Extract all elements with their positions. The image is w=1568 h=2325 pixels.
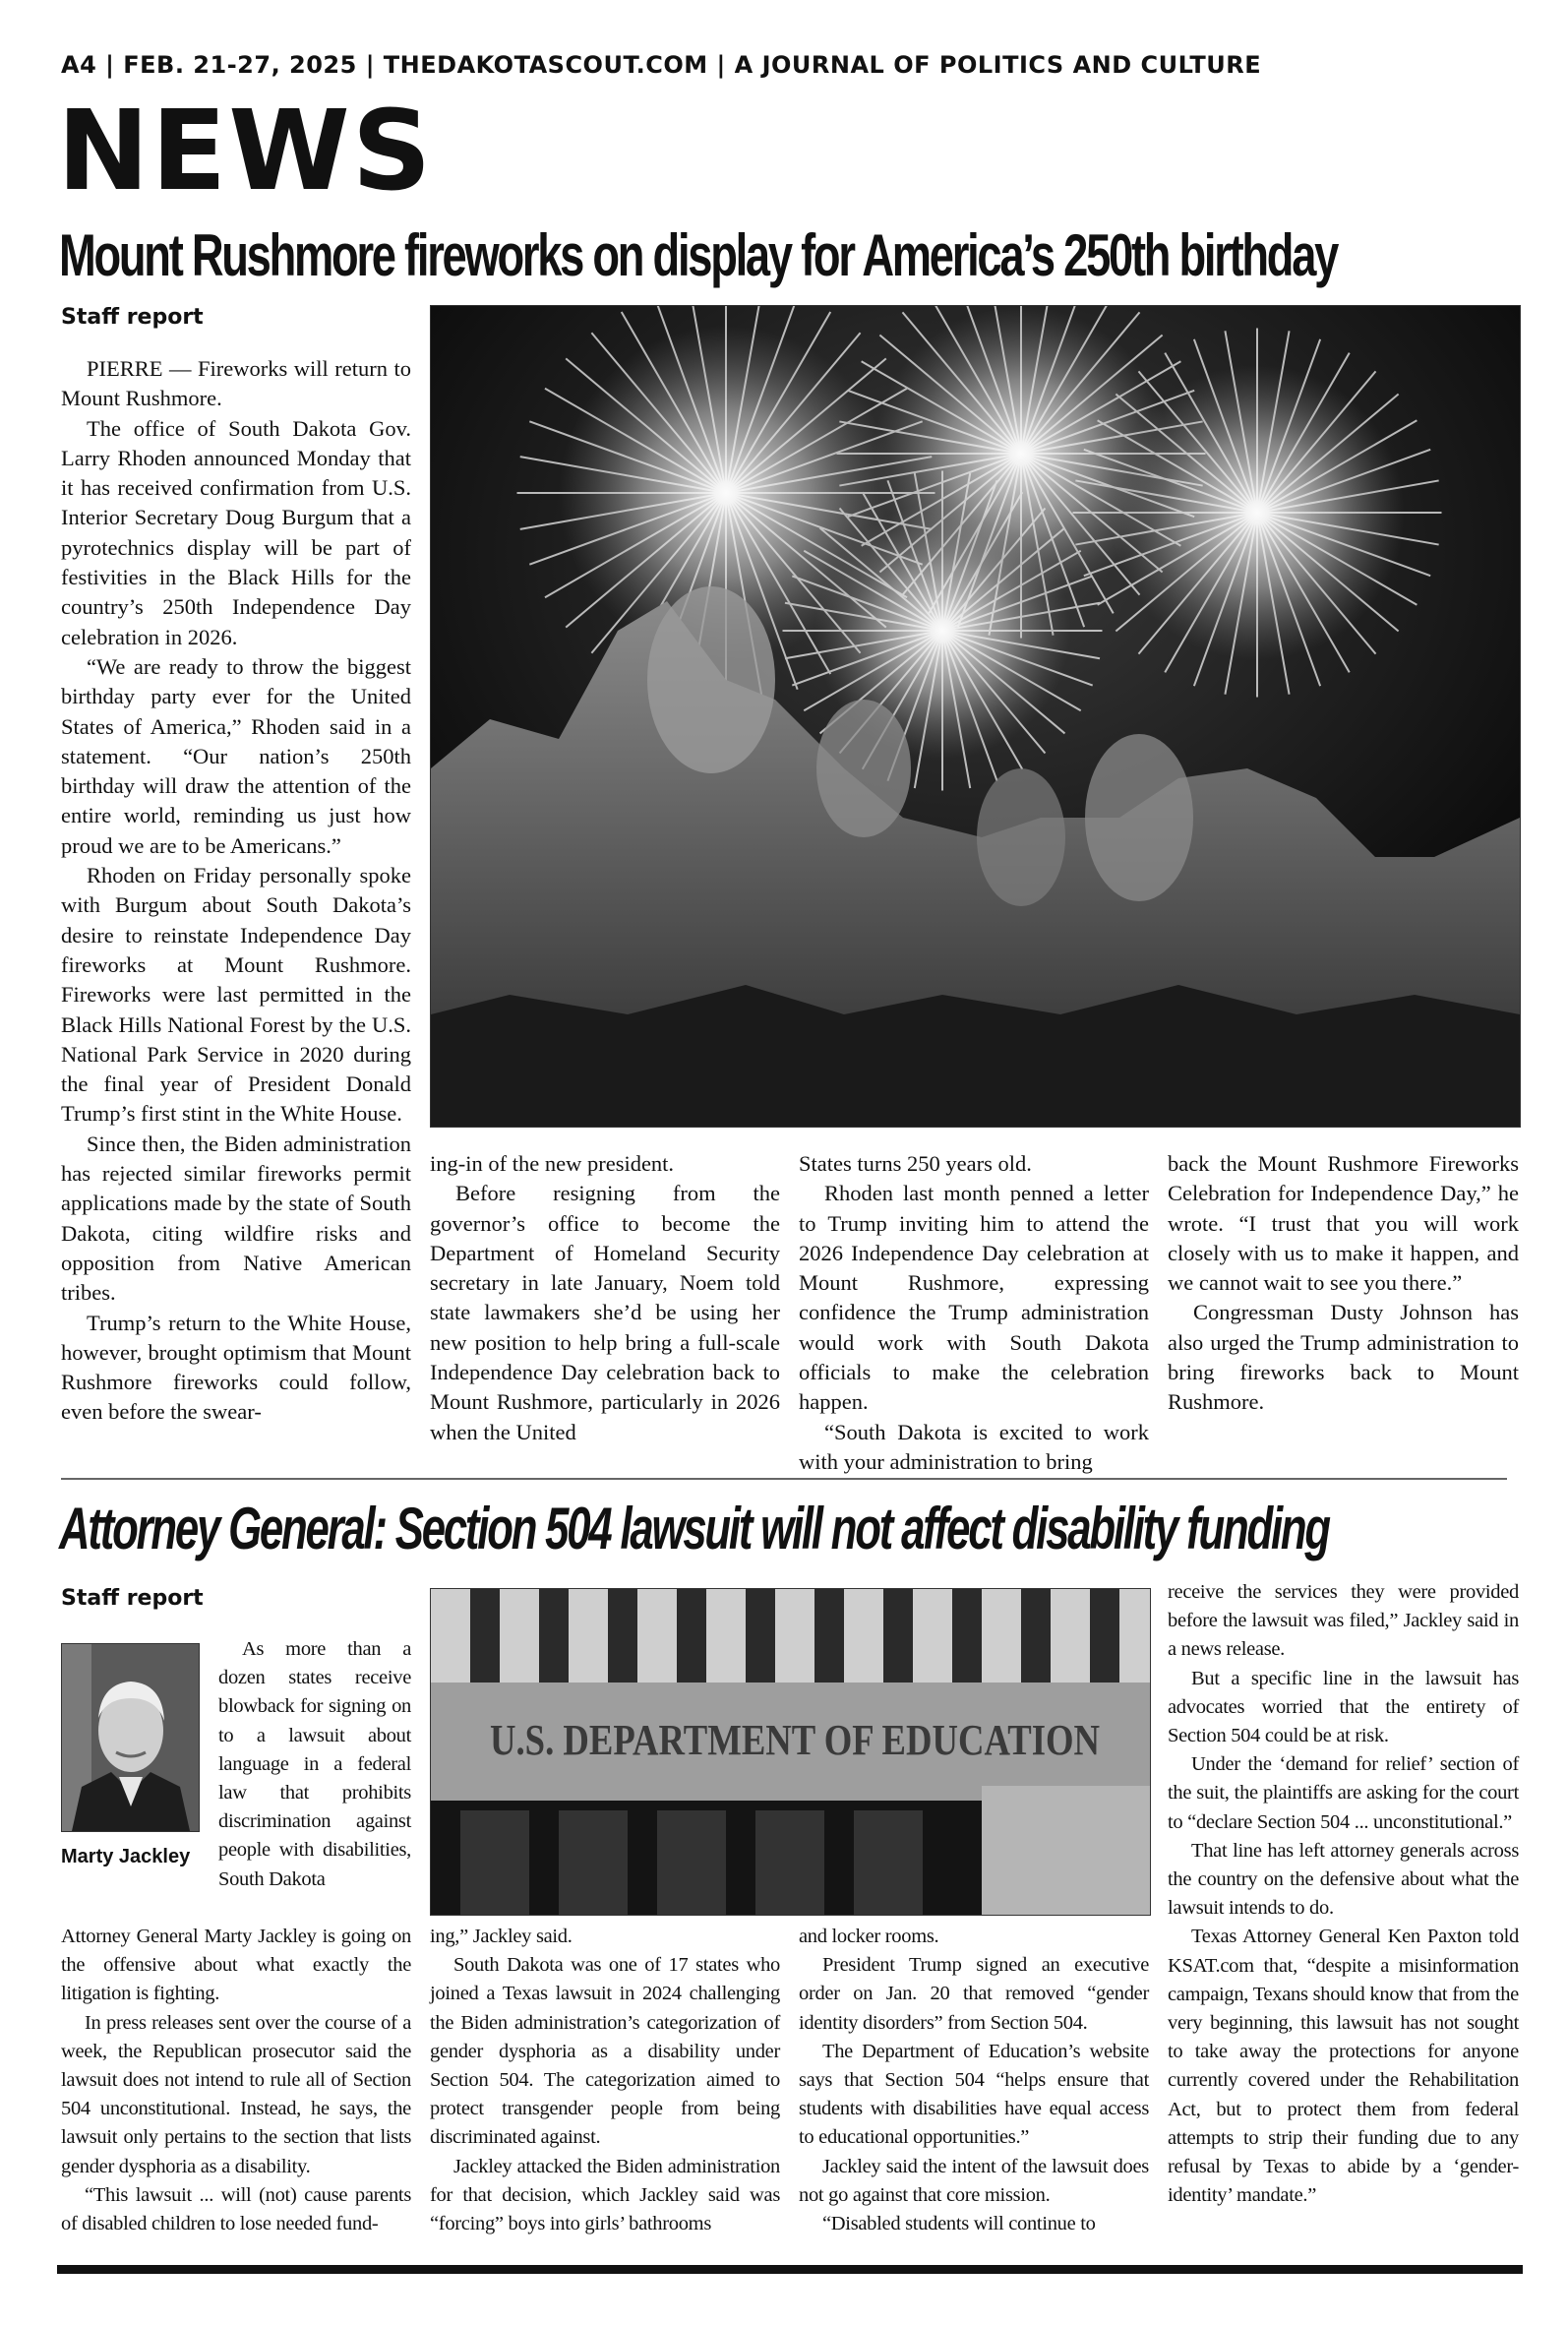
mount-rushmore-fireworks-image bbox=[431, 306, 1520, 1127]
section-label: NEWS bbox=[57, 88, 434, 215]
story2-wrap-text bbox=[218, 1635, 411, 1894]
portrait-image bbox=[62, 1644, 199, 1831]
paragraph: ing-in of the new president. bbox=[430, 1151, 675, 1176]
paragraph: receive the services they were provided before the lawsuit was filed,” Jackley said in a news release. bbox=[1168, 1581, 1519, 1661]
paragraph: The Department of Education’s website says that Section 504 “helps ensure that students with disabilities have equal access to educational opportunities.” bbox=[799, 2040, 1149, 2149]
story2-column-3 bbox=[799, 1923, 1149, 2238]
paragraph: Texas Attorney General Ken Paxton told KSAT.com that, “despite a misinformation campaign, Texans should know that from the very beginning, this lawsuit has not sought to take away the protections for anyone currently covered under the Rehabilitation Act, but to protect them from federal attempts to strip their funding due to any refusal by Texas to abide by a ‘gender-identity’ mandate.” bbox=[1168, 1926, 1519, 2207]
paragraph: and locker rooms. bbox=[799, 1926, 939, 1947]
paragraph: The office of South Dakota Gov. Larry Rhoden announced Monday that it has received confirmation from U.S. Interior Secretary Doug Burgum that a pyrotechnics display will be part of festivities in the Black Hills for the country’s 250th Independence Day celebration in 2026. bbox=[61, 415, 411, 649]
page-folio: A4 | FEB. 21-27, 2025 | THEDAKOTASCOUT.COM | A JOURNAL OF POLITICS AND CULTURE bbox=[61, 51, 1262, 79]
paragraph: Since then, the Biden administration has rejected similar fireworks permit applications made by the state of South Dakota, citing wildfire risks and opposition from Native American tribes. bbox=[61, 1131, 411, 1306]
department-of-education-image bbox=[431, 1589, 1150, 1915]
paragraph: Trump’s return to the White House, however, brought optimism that Mount Rushmore fireworks could follow, even before the swear- bbox=[61, 1310, 411, 1425]
fireworks-photo bbox=[430, 305, 1521, 1128]
story1-column-2 bbox=[430, 1149, 780, 1447]
paragraph: “We are ready to throw the biggest birthday party ever for the United States of America,” Rhoden said in a statement. “Our nation’s 250th birthday will draw the attention of the entire world, reminding us just how proud we are to be Americans.” bbox=[61, 653, 411, 858]
paragraph: Rhoden on Friday personally spoke with Burgum about South Dakota’s desire to reinstate Independence Day fireworks at Mount Rushmore. Fireworks were last permitted in the Black Hills National Forest by the U.S. National Park Service in 2020 during the final year of President Donald Trump’s first stint in the White House. bbox=[61, 863, 411, 1127]
mugshot-caption: Marty Jackley bbox=[61, 1846, 191, 1867]
paragraph: back the Mount Rushmore Fireworks Celebration for Independence Day,” he wrote. “I trust that you will work closely with us to make it happen, and we cannot wait to see you there.” bbox=[1168, 1151, 1519, 1296]
paragraph: “This lawsuit ... will (not) cause parents of disabled children to lose needed fund- bbox=[61, 2183, 411, 2235]
paragraph: Attorney General Marty Jackley is going on the offensive about what exactly the litigation is fighting. bbox=[61, 1926, 411, 2005]
education-building-photo bbox=[430, 1588, 1151, 1916]
paragraph: “South Dakota is excited to work with your administration to bring bbox=[799, 1419, 1149, 1474]
story2-headline: Attorney General: Section 504 lawsuit will not affect disability funding bbox=[59, 1496, 1329, 1561]
paragraph: PIERRE — Fireworks will return to Mount Rushmore. bbox=[61, 356, 411, 411]
paragraph: Jackley attacked the Biden administration for that decision, which Jackley said was “forcing” boys into girls’ bathrooms bbox=[430, 2155, 780, 2235]
story1-column-3 bbox=[799, 1149, 1149, 1477]
story-divider bbox=[61, 1478, 1507, 1480]
paragraph: Under the ‘demand for relief’ section of the suit, the plaintiffs are asking for the court to “declare Section 504 ... unconstitutional.” bbox=[1168, 1753, 1519, 1833]
story2-column-4 bbox=[1168, 1578, 1519, 2210]
paragraph: Jackley said the intent of the lawsuit does not go against that core mission. bbox=[799, 2155, 1149, 2206]
paragraph: But a specific line in the lawsuit has advocates worried that the entirety of Section 504 could be at risk. bbox=[1168, 1667, 1519, 1747]
paragraph: President Trump signed an executive order on Jan. 20 that removed “gender identity disorders” from Section 504. bbox=[799, 1954, 1149, 2034]
story1-byline: Staff report bbox=[61, 305, 204, 330]
paragraph: Congressman Dusty Johnson has also urged the Trump administration to bring fireworks back to Mount Rushmore. bbox=[1168, 1300, 1519, 1415]
story1-column-4 bbox=[1168, 1149, 1519, 1418]
paragraph: In press releases sent over the course of a week, the Republican prosecutor said the lawsuit does not intend to rule all of Section 504 unconstitutional. Instead, he says, the lawsuit only pertains to the section that lists gender dysphoria as a disability. bbox=[61, 2011, 411, 2177]
paragraph: ing,” Jackley said. bbox=[430, 1926, 573, 1947]
paragraph: Rhoden last month penned a letter to Trump inviting him to attend the 2026 Independence Day celebration at Mount Rushmore, expressing confidence the Trump administration would work with South Dakota officials to make the celebration happen. bbox=[799, 1181, 1149, 1415]
paragraph: “Disabled students will continue to bbox=[822, 2213, 1096, 2235]
paragraph: South Dakota was one of 17 states who joined a Texas lawsuit in 2024 challenging the Biden administration’s categorization of gender dysphoria as a disability under Section 504. The categorization aimed to protect transgender people from being discriminated against. bbox=[430, 1954, 780, 2149]
story2-column-2 bbox=[430, 1923, 780, 2238]
paragraph: States turns 250 years old. bbox=[799, 1151, 1032, 1176]
paragraph: Before resigning from the governor’s office to become the Department of Homeland Security secretary in late January, Noem told state lawmakers she’d be using her new position to help bring a full-scale Independence Day celebration back to Mount Rushmore, particularly in 2026 when the United bbox=[430, 1181, 780, 1444]
paragraph: That line has left attorney generals across the country on the defensive about what the lawsuit intends to do. bbox=[1168, 1839, 1519, 1920]
building-sign-text: U.S. DEPARTMENT OF EDUCATION bbox=[490, 1716, 1101, 1764]
story1-column-1 bbox=[61, 354, 411, 1428]
mugshot-photo bbox=[61, 1643, 200, 1832]
story2-byline: Staff report bbox=[61, 1586, 204, 1611]
story2-column-1 bbox=[61, 1923, 411, 2238]
story1-headline: Mount Rushmore fireworks on display for America’s 250th birthday bbox=[59, 222, 1338, 288]
bottom-rule bbox=[57, 2265, 1523, 2274]
paragraph: As more than a dozen states receive blowback for signing on to a lawsuit about language in a federal law that prohibits discrimination against people with disabilities, South Dakota bbox=[218, 1638, 411, 1890]
